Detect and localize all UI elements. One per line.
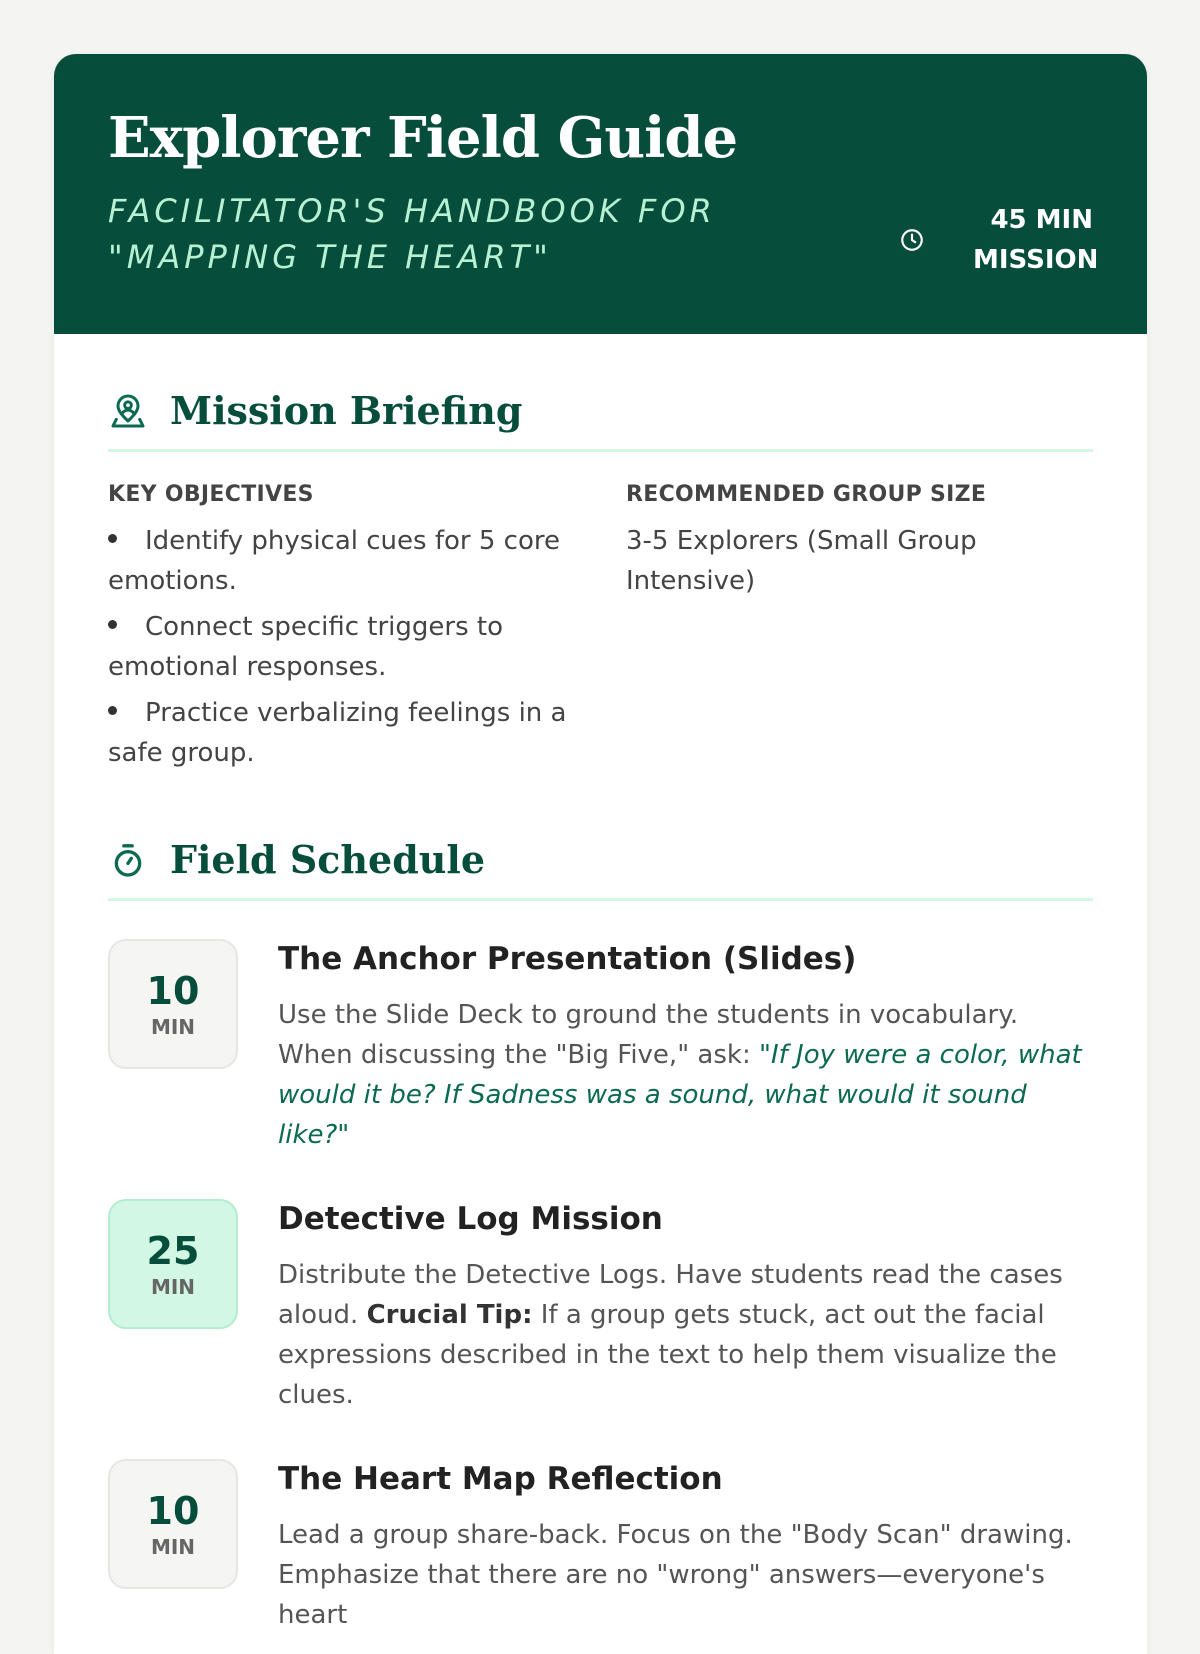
objective-item — [108, 607, 626, 687]
schedule-item — [108, 939, 1093, 1155]
briefing-heading — [108, 388, 1093, 452]
briefing-content — [108, 482, 1093, 779]
bullet-dot — [108, 534, 117, 543]
objective-text: Connect specific triggers to emotional responses. — [108, 612, 503, 682]
duration-amount: 45 MIN — [990, 205, 1093, 235]
item-content — [278, 1459, 1093, 1635]
mission-duration — [899, 200, 1099, 280]
badge-unit: MIN — [150, 1015, 196, 1039]
objective-item — [108, 521, 626, 601]
description-text: Distribute the Detective Logs. Have students read the cases aloud. — [278, 1260, 1063, 1330]
objective-text: Practice verbalizing feelings in a safe group. — [108, 698, 567, 768]
prompt-quote: "If Joy were a color, what would it be? If Sadness was a sound, what would it sound like?" — [278, 1040, 1082, 1150]
badge-minutes: 10 — [146, 969, 200, 1013]
guide-card — [54, 54, 1147, 1654]
item-description: Lead a group share-back. Focus on the "Body Scan" drawing. Emphasize that there are no "wrong" answers—everyone's heart — [278, 1520, 1073, 1630]
duration-badge — [108, 1459, 238, 1589]
briefing-title: Mission Briefing — [170, 388, 523, 433]
badge-minutes: 10 — [146, 1489, 200, 1533]
page-title: Explorer Field Guide — [108, 105, 738, 171]
badge-minutes: 25 — [146, 1229, 200, 1273]
objectives-column — [108, 482, 626, 779]
page-subtitle: FACILITATOR'S HANDBOOK FOR "MAPPING THE HEART" — [108, 192, 716, 276]
schedule-list — [108, 939, 1093, 1635]
bullet-dot — [108, 706, 117, 715]
guide-header — [54, 54, 1147, 334]
duration-text — [973, 200, 1099, 280]
objective-text: Identify physical cues for 5 core emotions. — [108, 526, 560, 596]
schedule-item — [108, 1199, 1093, 1415]
duration-badge-highlighted — [108, 1199, 238, 1329]
group-size-column — [626, 482, 1093, 779]
item-title: The Anchor Presentation (Slides) — [278, 941, 857, 977]
item-title: The Heart Map Reflection — [278, 1461, 723, 1497]
badge-unit: MIN — [150, 1535, 196, 1559]
item-content — [278, 1199, 1093, 1415]
schedule-heading — [108, 837, 1093, 901]
schedule-title: Field Schedule — [170, 837, 486, 882]
description-text: Use the Slide Deck to ground the students in vocabulary. When discussing the "Big Five," ask: — [278, 1000, 1019, 1070]
clock-icon — [899, 227, 925, 253]
duration-label: MISSION — [973, 245, 1099, 275]
item-content — [278, 939, 1093, 1155]
map-pin-user-icon — [108, 391, 148, 431]
objectives-label: KEY OBJECTIVES — [108, 482, 314, 507]
badge-unit: MIN — [150, 1275, 196, 1299]
objectives-list — [108, 521, 626, 773]
item-description — [278, 1255, 1093, 1415]
duration-badge — [108, 939, 238, 1069]
item-title: Detective Log Mission — [278, 1201, 663, 1237]
stopwatch-icon — [108, 840, 148, 880]
guide-body — [54, 334, 1147, 1635]
group-size-label: RECOMMENDED GROUP SIZE — [626, 482, 987, 507]
tip-label: Crucial Tip: — [366, 1300, 533, 1330]
group-size-value: 3-5 Explorers (Small Group Intensive) — [626, 526, 977, 596]
item-description — [278, 995, 1093, 1155]
bullet-dot — [108, 620, 117, 629]
description-text: If a group gets stuck, act out the facial expressions described in the text to help them visualize the clues. — [278, 1300, 1057, 1410]
schedule-item — [108, 1459, 1093, 1635]
objective-item — [108, 693, 626, 773]
